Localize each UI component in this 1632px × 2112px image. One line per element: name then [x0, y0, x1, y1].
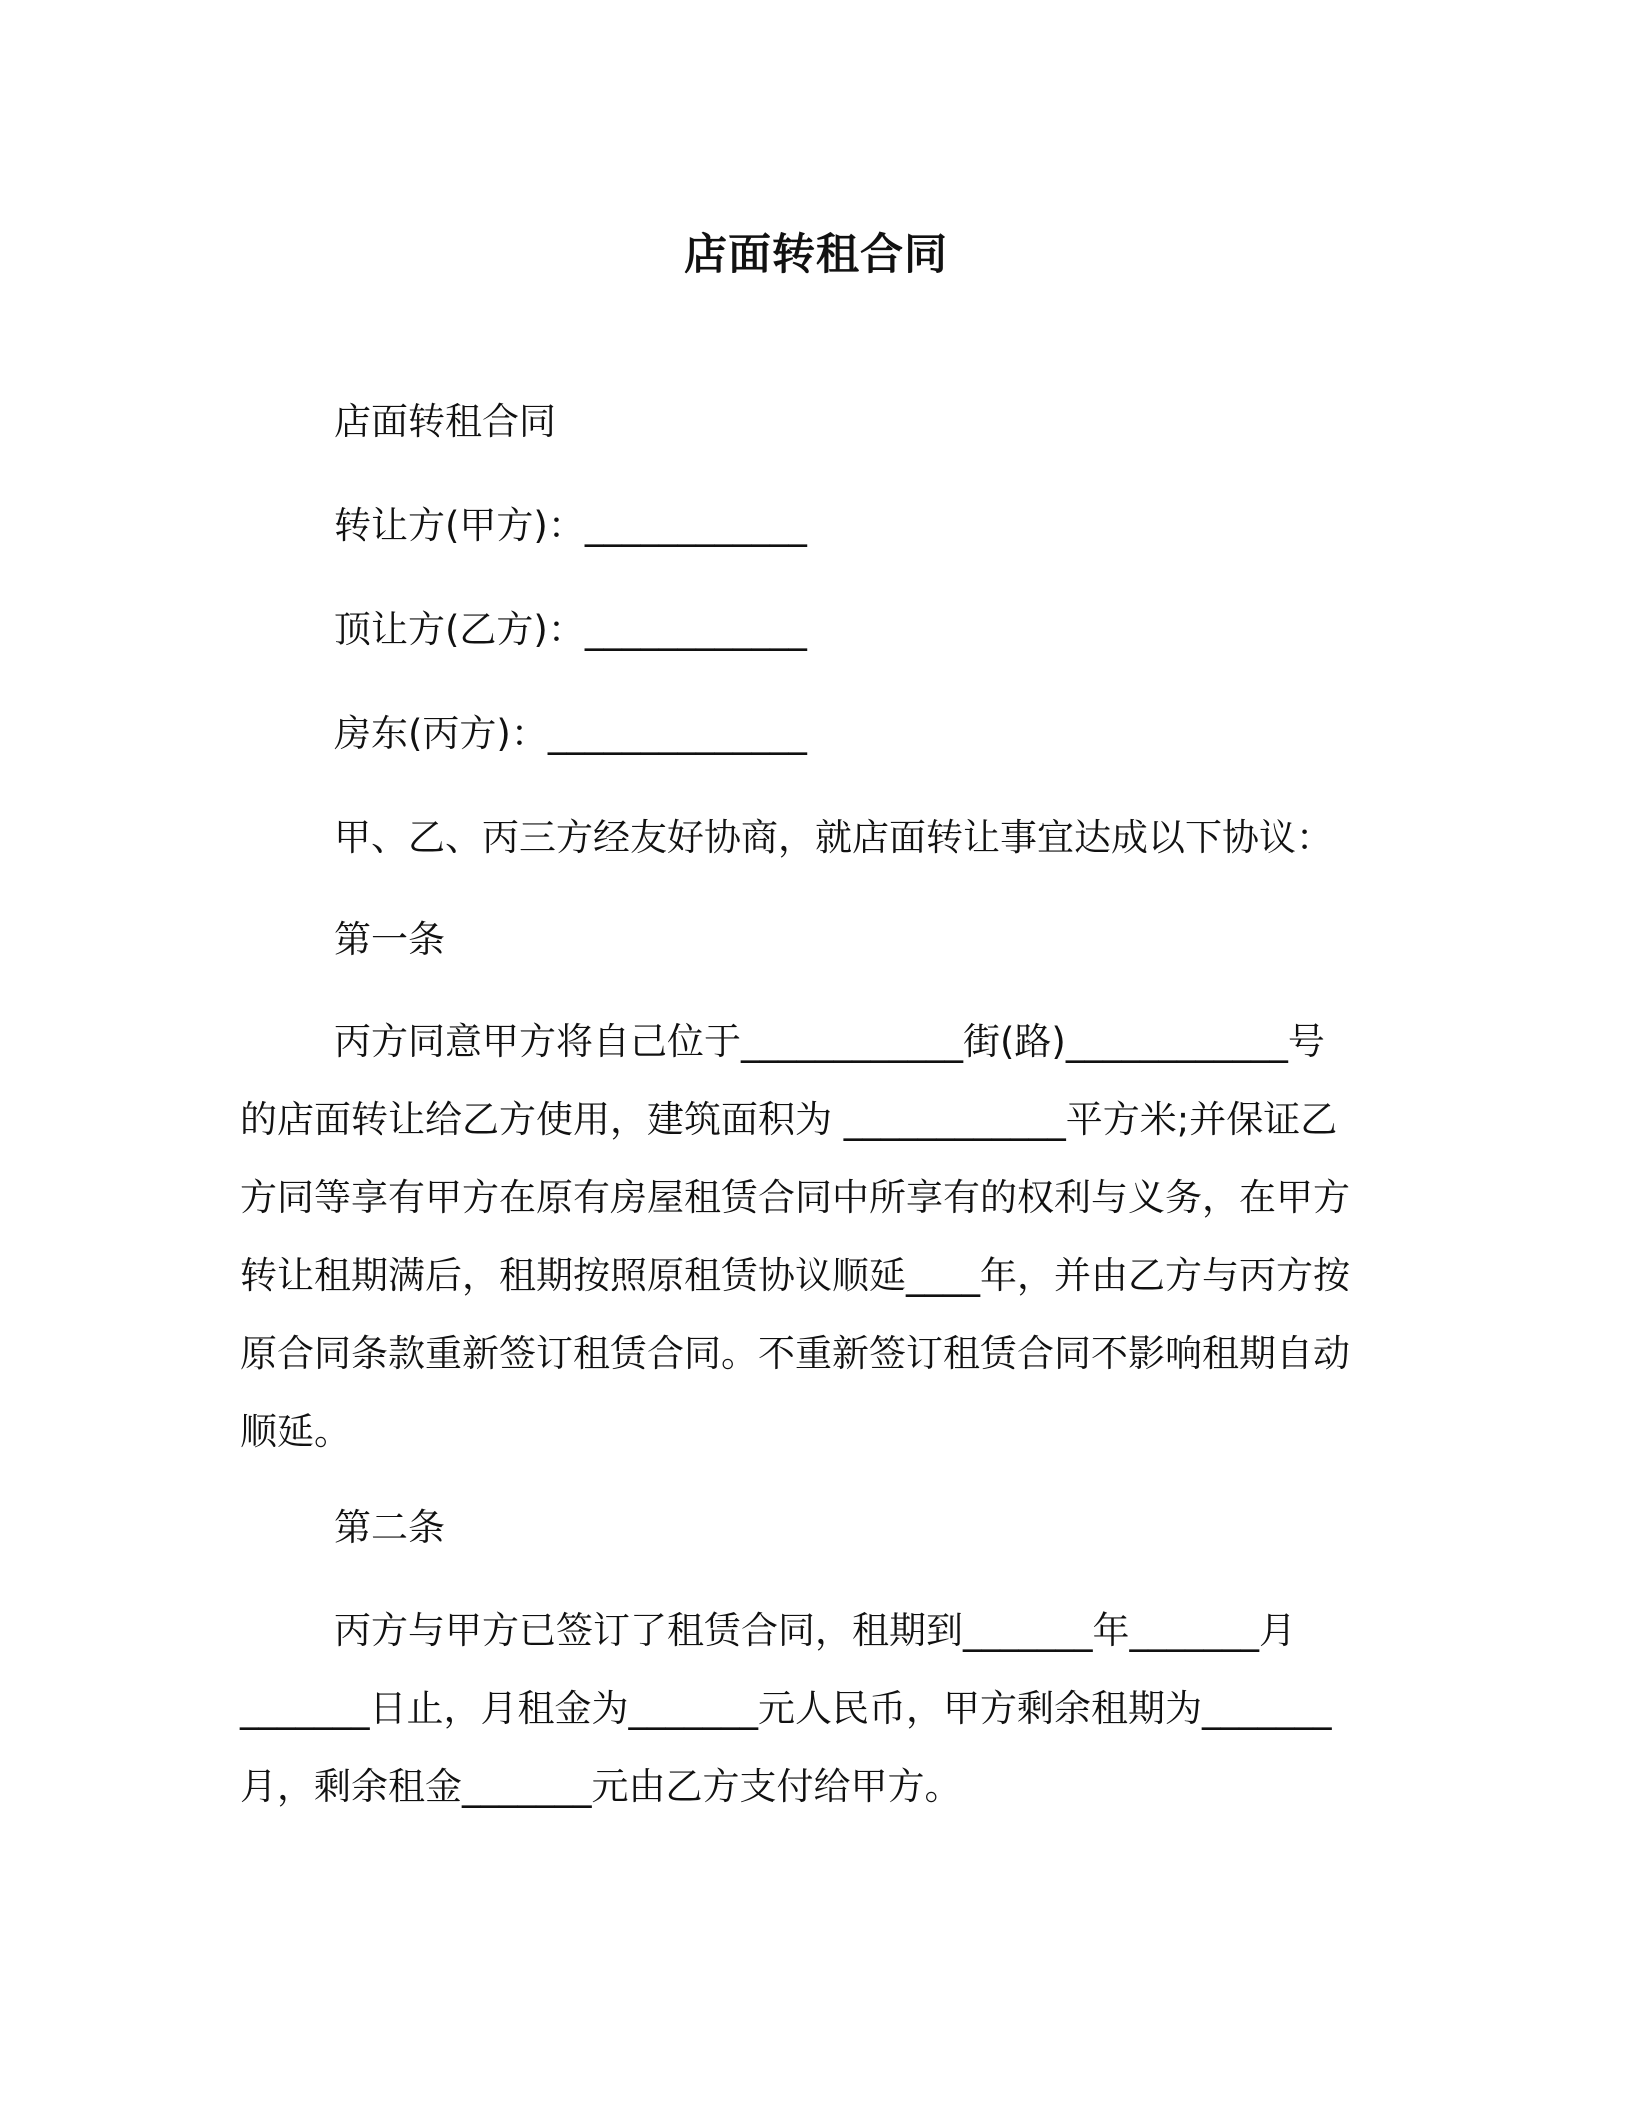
article1-heading: 第一条	[334, 918, 445, 961]
article2-line: _______日止，月租金为_______元人民币，甲方剩余租期为_______	[240, 1687, 1332, 1730]
transferee-line: 顶让方(乙方)：____________	[334, 608, 807, 651]
article2-heading: 第二条	[334, 1506, 445, 1549]
article1-line: 原合同条款重新签订租赁合同。不重新签订租赁合同不影响租期自动	[240, 1332, 1350, 1375]
article2-line: 月，剩余租金_______元由乙方支付给甲方。	[240, 1765, 962, 1808]
article1-line: 方同等享有甲方在原有房屋租赁合同中所享有的权利与义务，在甲方	[240, 1176, 1350, 1219]
article1-line: 顺延。	[240, 1410, 351, 1453]
article1-line: 转让租期满后，租期按照原租赁协议顺延____年，并由乙方与丙方按	[240, 1254, 1350, 1297]
article1-body	[240, 1003, 1400, 1471]
transferor-line: 转让方(甲方)：____________	[334, 504, 807, 547]
document-title: 店面转租合同	[684, 230, 948, 280]
landlord-line: 房东(丙方)：______________	[334, 712, 807, 755]
article1-line: 丙方同意甲方将自己位于____________街(路)____________号	[334, 1020, 1325, 1063]
article2-body	[240, 1592, 1400, 1826]
preamble: 甲、乙、丙三方经友好协商，就店面转让事宜达成以下协议：	[334, 816, 1333, 859]
article1-line: 的店面转让给乙方使用，建筑面积为 ____________平方米;并保证乙	[240, 1098, 1338, 1141]
contract-subtitle: 店面转租合同	[334, 400, 556, 443]
article2-line: 丙方与甲方已签订了租赁合同，租期到_______年_______月	[334, 1609, 1296, 1652]
